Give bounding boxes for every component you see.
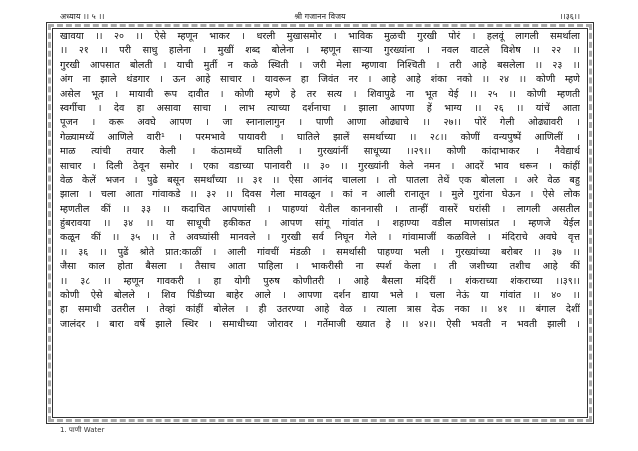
text-line: अंग ना झाले थंडगार । ऊन आहे साचार । यावरून हा जिवंत नर । आहे आहे शंका नको ।। २४ ।। कोणी म्हणे — [60, 74, 580, 86]
text-line: हा समाधी उतरील । तेव्हां कांहीं बोलेल । ही उतरण्या आहे वेळ । त्याला त्रास देऊ नका ।। ४१ ।। बंगाल देशीं — [60, 304, 580, 316]
text-line: वेळ केलें भजन । पुढे बसून समर्थांच्या ।। ३१ ।। ऐसा आनंद चालला । तो पातला तेथें एक बोलला । अरे वेळ बहु — [60, 174, 580, 186]
footnote-divider — [60, 423, 160, 424]
book-title: श्री गजानन विजय — [294, 12, 346, 21]
footnote: 1. पाणी Water — [60, 426, 105, 434]
text-line: गुरखी आपसात बोलती । याची मुर्ती न कळे स्थिती । जरी मेला म्हणावा निश्चिती । तरी आहे बसलेला ।। २३ ।। — [60, 59, 580, 71]
text-line: जालंदर । बारा वर्षे झाले स्थिर । समाधीच्या जोरावर । गर्तेमाजी ख्यात हे ।। ४२।। ऐसी भवती न भवती झाली । — [60, 318, 580, 330]
text-line: ।। ३८ ।। म्हणून गावकरी । हा योगी पुरुष कोणीतरी । आहे बैसला मंदिरीं । शंकराच्या शंकराच्या ।।३९।। — [60, 275, 580, 287]
verse-body — [60, 30, 580, 408]
page-number: ।।३६।। — [559, 12, 580, 21]
text-line: असेल भूत । मायावी रूप दावीत । कोणी म्हणे हे तर सत्य । शिवापुढे ना भूत येई ।। २५ ।। कोणी म्हणती — [60, 88, 580, 100]
text-line: स्वर्गीचा । देव हा असावा साचा । लाभ त्याच्या दर्शनाचा । झाला आपणा हें भाग्य ।। २६ ।। यांचें आता — [60, 102, 580, 114]
text-line: म्हणतील कीं ।। ३३ ।। कदाचित आपणांसी । पाहण्यां येतील काननासी । तान्हीं वासरें घरांसी । लागली असतील — [60, 203, 580, 215]
chapter-label: अध्याय ।। ५ ।। — [60, 12, 105, 21]
text-line: साचार । दिली ठेवून समोर । एका वडाच्या पानावरी ।। ३० ।। गुरख्यांनी केले नमन । आदरें भाव धरून । कांहीं — [60, 160, 580, 172]
text-line: ।। ३६ ।। पुढें श्रोते प्रात:काळीं । आली गांवचीं मंडळी । समर्थासी पाहण्या भली । गुरख्यांच्या बरोबर ।। ३७ ।। — [60, 246, 580, 258]
text-line: ।। २१ ।। परी साधु हालेना । मुखीं शब्द बोलेना । म्हणून साऱ्या गुरख्यांना । नवल वाटले विशेष ।। २२ ।। — [60, 45, 580, 57]
text-line: माळ त्यांची तयार केली । कंठामध्यें घातिली । गुरख्यांनीं साधूच्या ।।२९।। कोणी कांदाभाकर । नैवेद्यार्थ — [60, 146, 580, 158]
text-line: कळून कीं ।। ३५ ।। ते अवघ्यांसी मानवले । गुरखी सर्व निघून गेले । गांवामाजीं कळविले । मंदिराचे अवघे वृत्त — [60, 232, 580, 244]
text-line: गेळ्यामध्यें आणिले वारी¹ । परमभावे पायावरी । घातिले झालें समर्थाच्या ।। २८।। कोणीं वन्यपुष्पें आणिलीं । — [60, 131, 580, 143]
text-line: कोणी ऐसे बोलले । शिव पिंडीच्या बाहेर आले । आपणा दर्शन द्याया भले । चला नेऊं या गांवांत ।। ४० ।। — [60, 290, 580, 302]
text-line: झाला । चला आता गांवाकडे ।। ३२ ।। दिवस गेला मावळून । कां न आली रानातून । मुले गुरांना घेऊन । ऐसे लोक — [60, 189, 580, 201]
text-line: हुंबरावया ।। ३४ ।। या साधूची हकीकत । आपण सांगू गांवांत । शहाण्या वडील माणसांप्रत । म्हणजे येईल — [60, 218, 580, 230]
text-line: जैसा काल होता बैसला । तैसाच आता पाहिला । भाकरीसी ना स्पर्श केला । ती जशीच्या तशीच आहे कीं — [60, 261, 580, 273]
text-line: पूजन । करू अवघे आपण । जा स्नानालागुन । पाणी आणा ओढ्याचे ।। २७।। पोरें गेली ओढ्यावरी । — [60, 117, 580, 129]
text-line: खावया ।। २० ।। ऐसे म्हणून भाकर । धरली मुखासमोर । भाविक मुळची गुरखी पोरं । हलवूं लागली समर्थाला — [60, 31, 580, 42]
